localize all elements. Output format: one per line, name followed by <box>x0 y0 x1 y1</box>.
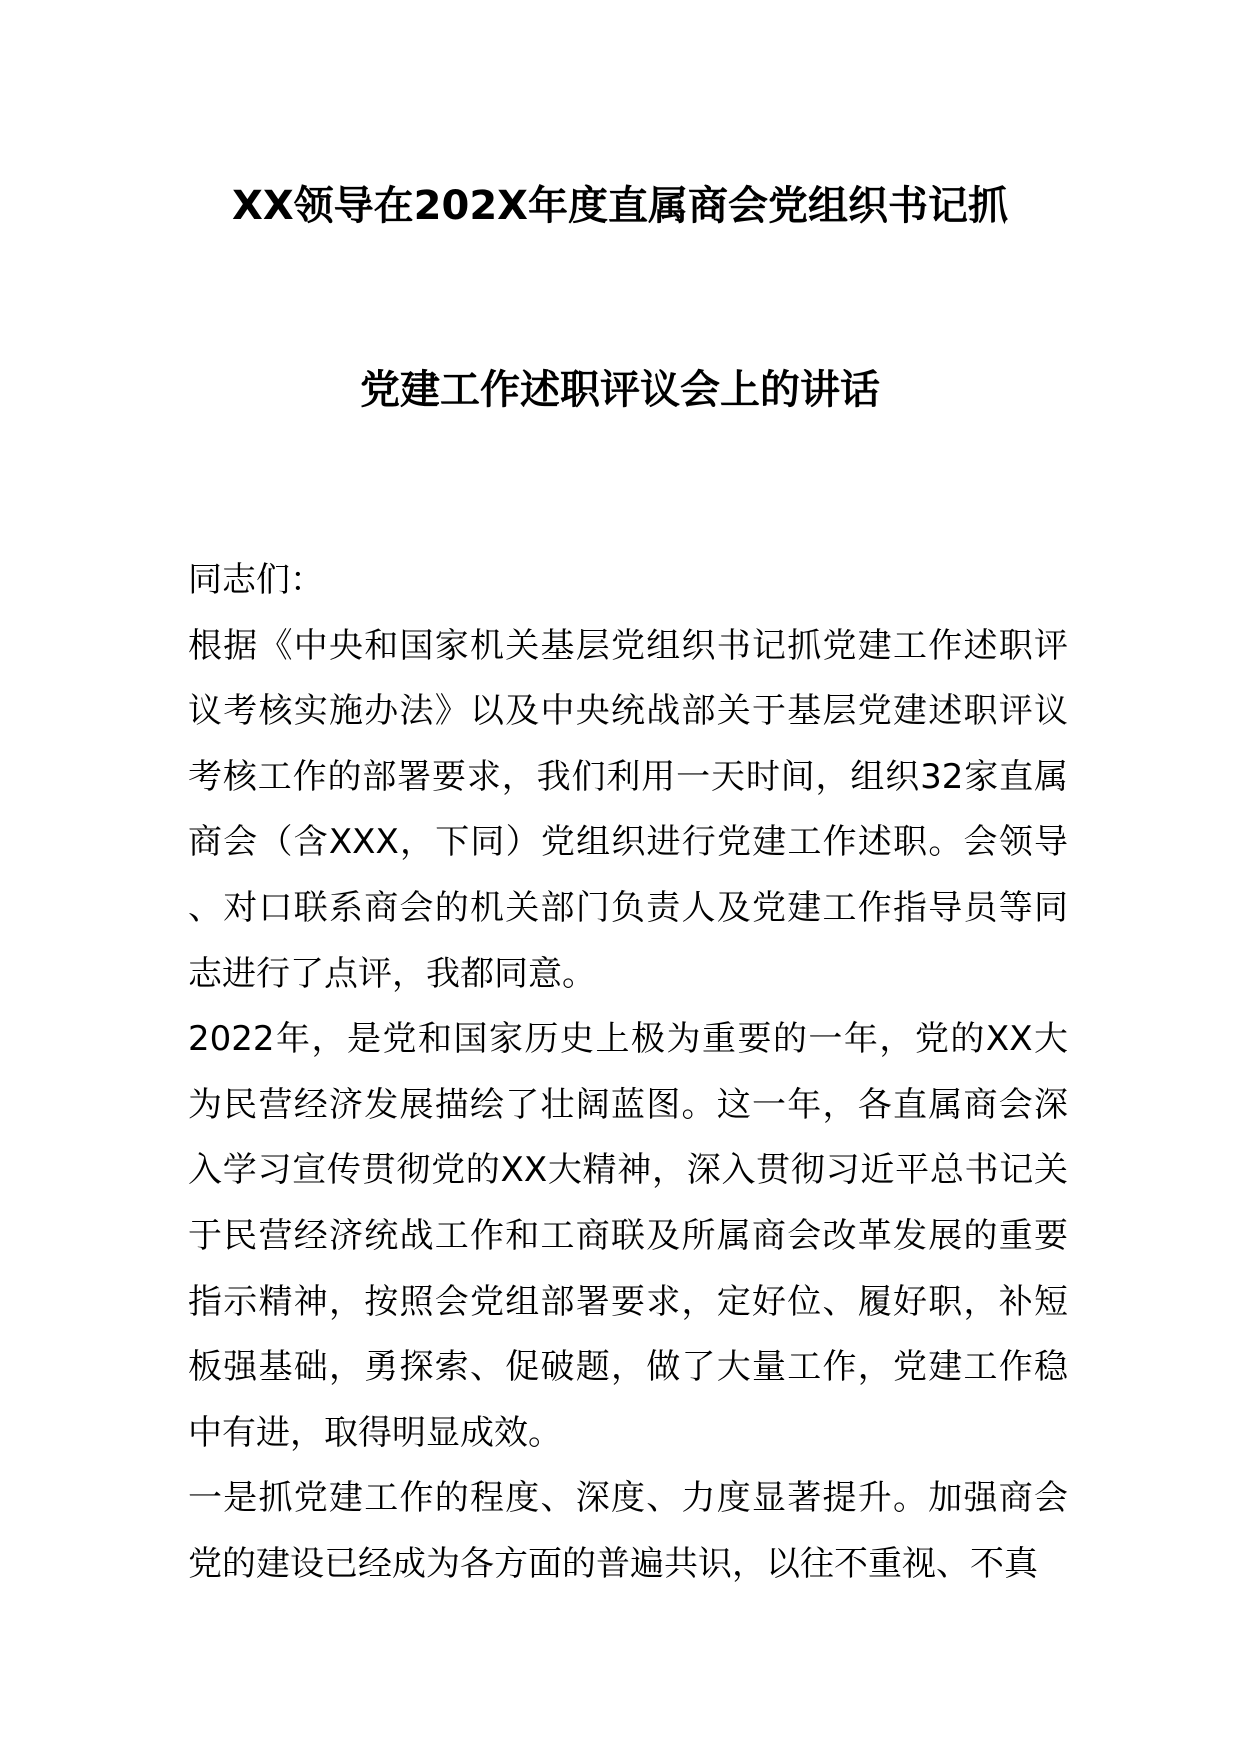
document-title-line-2: 党建工作述职评议会上的讲话 <box>360 367 880 413</box>
document-title-line-1: XX领导在202X年度直属商会党组织书记抓 <box>231 183 1008 229</box>
document-body <box>188 548 1068 1598</box>
paragraph-1: 根据《中央和国家机关基层党组织书记抓党建工作述职评议考核实施办法》以及中央统战部关于基层党建述职评议考核工作的部署要求，我们利用一天时间，组织32家直属商会（含XXX，下同）党组织进行党建工作述职。会领导、对口联系商会的机关部门负责人及党建工作指导员等同志进行了点评，我都同意。 <box>188 625 1068 994</box>
paragraph-2: 2022年，是党和国家历史上极为重要的一年，党的XX大为民营经济发展描绘了壮阔蓝图。这一年，各直属商会深入学习宣传贯彻党的XX大精神，深入贯彻习近平总书记关于民营经济统战工作和工商联及所属商会改革发展的重要指示精神，按照会党组部署要求，定好位、履好职，补短板强基础，勇探索、促破题，做了大量工作，党建工作稳中有进，取得明显成效。 <box>188 1019 1068 1453</box>
salutation: 同志们： <box>188 560 324 600</box>
paragraph-3: 一是抓党建工作的程度、深度、力度显著提升。加强商会党的建设已经成为各方面的普遍共识，以往不重视、不真 <box>188 1478 1068 1584</box>
